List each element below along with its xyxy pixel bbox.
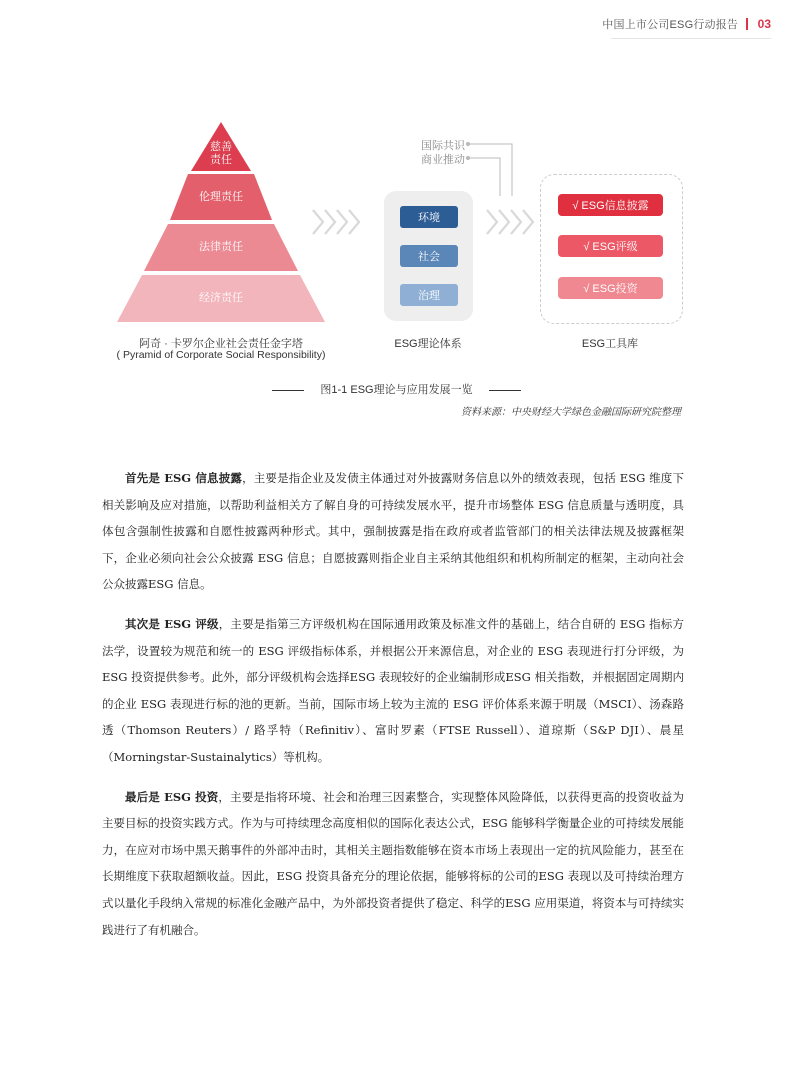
figure-esg-overview (0, 0, 793, 430)
paragraph-disclosure (102, 465, 684, 598)
figure-caption (0, 381, 793, 397)
tool-item-investment: √ ESG投资 (558, 277, 663, 299)
tool-item-disclosure: √ ESG信息披露 (558, 194, 663, 216)
pyramid-label-economic: 经济责任 (199, 292, 243, 304)
arrow-chevrons-2 (487, 210, 533, 234)
figure-source: 资料来源：中央财经大学绿色金融国际研究院整理 (461, 407, 681, 418)
theory-item-governance: 治理 (400, 284, 458, 306)
pyramid-label-legal: 法律责任 (199, 241, 243, 253)
driver-business-push: 商业推动 (421, 154, 465, 166)
theory-item-environment: 环境 (400, 206, 458, 228)
pyramid-label-ethical: 伦理责任 (199, 191, 243, 203)
pyramid-caption: 阿奇 · 卡罗尔企业社会责任金字塔 (139, 338, 303, 350)
theory-caption: ESG理论体系 (394, 338, 462, 350)
paragraph-body: ，主要是指企业及发债主体通过对外披露财务信息以外的绩效表现，包括 ESG 维度下相关影响及应对措施，以帮助利益相关方了解自身的可持续发展水平，提升市场整体 ESG 信息质量与透明度，具体包含强制性披露和自愿性披露两种形式。其中，强制披露是指在政府或者监管部门的相关法律法规及披露框架下，企业必须向社会公众披露 ESG 信息；自愿披露则指企业自主采纳其他组织和机构所制定的框架，主动向社会公众披露ESG 信息。 (102, 471, 684, 592)
caption-dash-left (272, 390, 304, 391)
paragraph-lead: 最后是 ESG 投资 (125, 789, 219, 804)
page-number: 03 (757, 17, 771, 31)
tool-item-rating: √ ESG评级 (558, 235, 663, 257)
theory-item-social: 社会 (400, 245, 458, 267)
tools-caption: ESG工具库 (581, 338, 639, 350)
paragraph-lead: 其次是 ESG 评级 (125, 616, 219, 631)
caption-dash-right (489, 390, 521, 391)
paragraph-rating (102, 611, 684, 771)
pyramid-caption-english: ( Pyramid of Corporate Social Responsibility) (116, 349, 326, 361)
paragraph-body: ，主要是指第三方评级机构在国际通用政策及标准文件的基础上，结合自研的 ESG 指标方法学，设置较为规范和统一的 ESG 评级指标体系，并根据公开来源信息，对企业的 ESG 表现进行打分评级，为ESG 投资提供参考。此外，部分评级机构会选择ESG 表现较好的企业编制形成ESG 相关指数，并根据固定周期内的企业 ESG 表现进行标的池的更新。当前，国际市场上较为主流的 ESG 评价体系来源于明晟（MSCI）、汤森路透（Thomson Reuters）/ 路孚特（Refinitiv）、富时罗素（FTSE Russell）、道琼斯（S&P DJI）、晨星（Morningstar-Sustainalytics）等机构。 (102, 616, 684, 764)
driver-connectors (466, 142, 512, 196)
driver-international-consensus: 国际共识 (421, 140, 465, 152)
paragraph-lead: 首先是 ESG 信息披露 (125, 471, 243, 485)
paragraph-body: ，主要是指将环境、社会和治理三因素整合，实现整体风险降低，以获得更高的投资收益为主要目标的投资实践方式。作为与可持续理念高度相似的国际化表达公式，ESG 能够科学衡量企业的可持续发展能力，在应对市场中黑天鹅事件的外部冲击时，其相关主题指数能够在资本市场上表现出一定的抗风险能力，甚至在长期维度下获取超额收益。因此，ESG 投资具备充分的理论依据，能够将标的公司的ESG 表现以及可持续治理方式以量化手段纳入常规的标准化金融产品中，为外部投资者提供了稳定、科学的ESG 应用渠道，将资本与可持续实践进行了有机融合。 (102, 789, 684, 937)
pyramid-label-philanthropic: 慈善 责任 (210, 141, 232, 166)
figure-caption-text: 图1-1 ESG理论与应用发展一览 (320, 384, 473, 396)
report-title: 中国上市公司ESG行动报告 (602, 19, 739, 31)
arrow-chevrons-1 (313, 210, 359, 234)
body-text (102, 465, 684, 956)
paragraph-investment (102, 784, 684, 944)
